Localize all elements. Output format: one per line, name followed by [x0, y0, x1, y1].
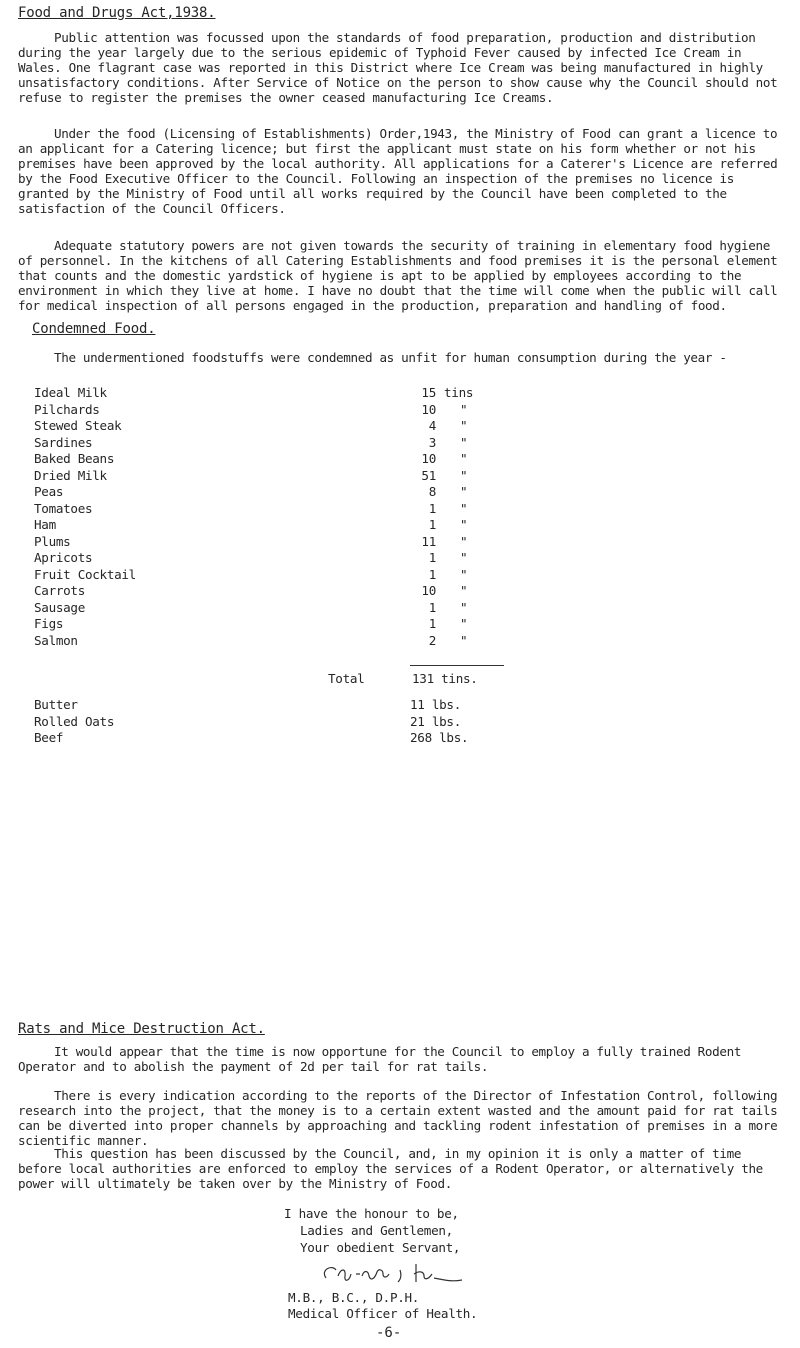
paragraph-condemned-intro: The undermentioned foodstuffs were condemned as unfit for human consumption during the year - — [54, 350, 727, 365]
condemned-item-name: Salmon — [34, 632, 78, 648]
condemned-item-name: Peas — [34, 484, 64, 499]
condemned-item-quantity: 10 — [421, 583, 436, 598]
condemned-item-name: Tomatoes — [34, 500, 93, 516]
condemned-item-name: Ideal Milk — [34, 385, 107, 400]
condemned-item-name: Figs — [34, 616, 64, 631]
condemned-item-unit: " — [460, 500, 468, 516]
paragraph-ice-cream: Public attention was focussed upon the standards of food preparation, production and distribution during the year largely due to the serious epidemic of Typhoid Fever caused by infected Ice Cream in Wales. One flagrant case was reported in this District where Ice Cream was being manufactured in highly unsatisfactory conditions. After Service of Notice on the person to show cause why the Council should not refuse to register the premises the owner ceased manufacturing Ice Creams. — [18, 30, 778, 105]
condemned-item-unit: " — [460, 484, 468, 499]
condemned-item-quantity: 1 — [428, 500, 436, 516]
condemned-item-unit: " — [460, 533, 468, 549]
condemned-item-quantity: 8 — [428, 484, 436, 499]
condemned-item-quantity: 4 — [428, 418, 436, 433]
weight-item-quantity: 21 lbs. — [410, 713, 461, 729]
condemned-item-quantity: 1 — [428, 550, 436, 565]
condemned-item-unit: " — [460, 583, 468, 598]
condemned-item-unit: " — [460, 418, 468, 433]
condemned-item-quantity: 51 — [421, 467, 436, 483]
condemned-item-name: Pilchards — [34, 401, 100, 417]
weight-item-name: Rolled Oats — [34, 713, 115, 729]
condemned-item-quantity: 3 — [428, 434, 436, 450]
condemned-item-quantity: 11 — [421, 533, 436, 549]
paragraph-infestation: There is every indication according to the reports of the Director of Infestation Control, following research into the project, that the money is to a certain extent wasted and the amount paid for rat tails can be diverted into proper channels by approaching and tackling rodent infestation of premises in a more scientific manner. — [18, 1088, 778, 1148]
condemned-item-name: Ham — [34, 517, 56, 532]
total-rule — [410, 665, 504, 666]
condemned-item-unit: " — [460, 451, 468, 466]
condemned-item-name: Sausage — [34, 599, 85, 615]
condemned-item-quantity: 15 — [421, 385, 436, 400]
paragraph-council: This question has been discussed by the Council, and, in my opinion it is only a matter of time before local authorities are enforced to employ the services of a Rodent Operator, or alternatively the power will ultimately be taken over by the Ministry of Food. — [18, 1146, 763, 1191]
closing-line-2: Ladies and Gentlemen, — [300, 1223, 453, 1238]
paragraph-licensing: Under the food (Licensing of Establishments) Order,1943, the Ministry of Food can grant a licence to an applicant for a Catering licence; but first the applicant must state on his form whether or not his premises have been approved by the local authority. All applications for a Caterer's Licence are referred by the Food Executive Officer to the Council. Following an inspection of the premises no licence is granted by the Ministry of Food until all works required by the Council have been completed to the satisfaction of the Council Officers. — [18, 126, 778, 216]
page-number: -6- — [376, 1325, 402, 1341]
condemned-item-name: Stewed Steak — [34, 418, 122, 433]
weight-item-quantity: 11 lbs. — [410, 697, 461, 712]
heading-rats-mice: Rats and Mice Destruction Act. — [18, 1021, 265, 1037]
paragraph-hygiene: Adequate statutory powers are not given towards the security of training in elementary food hygiene of personnel. In the kitchens of all Catering Establishments and food premises it is the personal element that counts and the domestic yardstick of hygiene is apt to be applied by employees according to the environment in which they live at home. I have no doubt that the time will come when the public will call for medical inspection of all persons engaged in the production, preparation and handling of food. — [18, 238, 778, 313]
condemned-item-name: Fruit Cocktail — [34, 566, 136, 582]
condemned-item-quantity: 1 — [428, 517, 436, 532]
heading-condemned-food: Condemned Food. — [32, 321, 156, 337]
condemned-item-unit: " — [460, 550, 468, 565]
qualifications: M.B., B.C., D.P.H. — [288, 1290, 420, 1305]
condemned-item-quantity: 1 — [428, 616, 436, 631]
closing-line-1: I have the honour to be, — [284, 1206, 459, 1221]
condemned-item-unit: " — [460, 517, 468, 532]
condemned-item-unit: " — [460, 434, 468, 450]
condemned-item-name: Baked Beans — [34, 451, 115, 466]
weight-item-name: Beef — [34, 730, 64, 745]
condemned-item-quantity: 1 — [428, 599, 436, 615]
condemned-item-unit: " — [460, 599, 468, 615]
total-value: 131 tins. — [412, 671, 478, 686]
condemned-item-quantity: 10 — [421, 401, 436, 417]
heading-food-drugs-act: Food and Drugs Act,1938. — [18, 5, 216, 21]
condemned-item-name: Carrots — [34, 583, 85, 598]
officer-title: Medical Officer of Health. — [288, 1306, 478, 1321]
condemned-item-name: Apricots — [34, 550, 93, 565]
condemned-item-name: Dried Milk — [34, 467, 107, 483]
condemned-item-name: Plums — [34, 533, 71, 549]
total-label: Total — [328, 671, 365, 686]
condemned-item-unit: tins — [444, 385, 474, 400]
weight-item-quantity: 268 lbs. — [410, 730, 469, 745]
weight-item-name: Butter — [34, 697, 78, 712]
condemned-item-name: Sardines — [34, 434, 93, 450]
condemned-item-unit: " — [460, 566, 468, 582]
paragraph-rodent-operator: It would appear that the time is now opportune for the Council to employ a fully trained Rodent Operator and to abolish the payment of 2d per tail for rat tails. — [18, 1044, 742, 1074]
condemned-item-quantity: 10 — [421, 451, 436, 466]
condemned-item-quantity: 1 — [428, 566, 436, 582]
closing-line-3: Your obedient Servant, — [300, 1240, 461, 1255]
condemned-item-unit: " — [460, 467, 468, 483]
condemned-item-quantity: 2 — [428, 632, 436, 648]
condemned-item-unit: " — [460, 616, 468, 631]
condemned-item-unit: " — [460, 632, 468, 648]
condemned-item-unit: " — [460, 401, 468, 417]
